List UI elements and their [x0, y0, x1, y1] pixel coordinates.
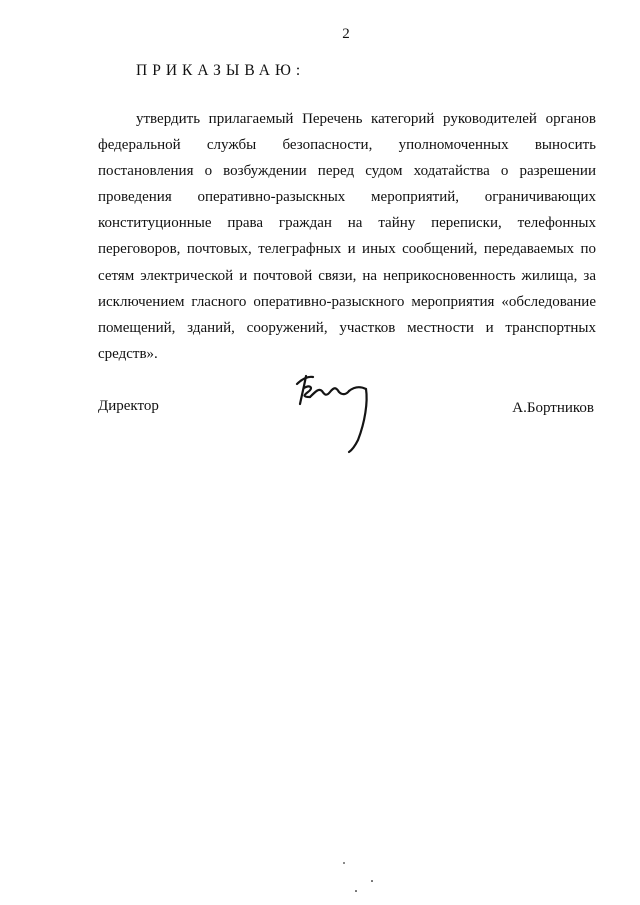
page-number: 2 [342, 26, 350, 42]
signatory-name: А.Бортников [512, 400, 594, 416]
handwritten-signature [286, 364, 386, 460]
scan-speck [343, 862, 345, 864]
order-body-text: утвердить прилагаемый Перечень категорий руководителей органов федеральной службы безопасности, уполномоченных выносить постановления о возбуждении перед судом ходатайства о разрешении проведения оперативно-разыскных мероприятий, ограничивающих конституционные права граждан на тайну переписки, телефонных переговоров, почтовых, телеграфных и иных сообщений, передаваемых по сетям электрической и почтовой связи, на неприкосновенность жилища, за исключением гласного оперативно-разыскного мероприятия «обследование помещений, зданий, сооружений, участков местности и транспортных средств». [98, 111, 596, 362]
scan-speck [355, 890, 357, 892]
scan-speck [371, 880, 373, 882]
signatory-title: Директор [98, 398, 159, 414]
order-heading: ПРИКАЗЫВАЮ: [136, 62, 306, 79]
